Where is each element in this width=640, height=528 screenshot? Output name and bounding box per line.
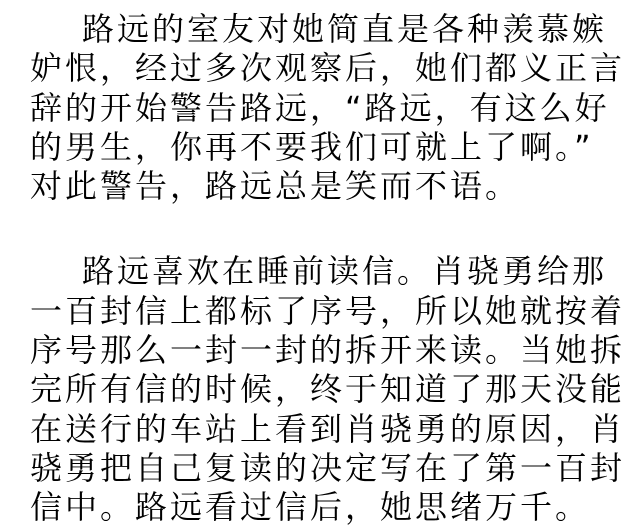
- text-line: 辞的开始警告路远，“路远，有这么好: [30, 88, 610, 127]
- text-line: 序号那么一封一封的拆开来读。当她拆: [30, 331, 626, 370]
- text-line: 路远喜欢在睡前读信。肖骁勇给那: [82, 252, 608, 291]
- text-line: 骁勇把自己复读的决定写在了第一百封: [30, 448, 626, 487]
- text-line: 妒恨，经过多次观察后，她们都义正言: [30, 49, 626, 88]
- text-line: 的男生，你再不要我们可就上了啊。”: [30, 127, 594, 166]
- paragraph: [30, 10, 626, 206]
- text-line: 一百封信上都标了序号，所以她就按着: [30, 291, 626, 330]
- text-line: 对此警告，路远总是笑而不语。: [30, 167, 521, 206]
- text-line: 在送行的车站上看到肖骁勇的原因，肖: [30, 409, 626, 448]
- text-line: 路远的室友对她简直是各种羡慕嫉: [82, 10, 608, 48]
- text-line: 完所有信的时候，终于知道了那天没能: [30, 370, 626, 409]
- paragraph: [30, 252, 626, 527]
- text-line: 信中。路远看过信后，她思绪万千。: [30, 488, 591, 527]
